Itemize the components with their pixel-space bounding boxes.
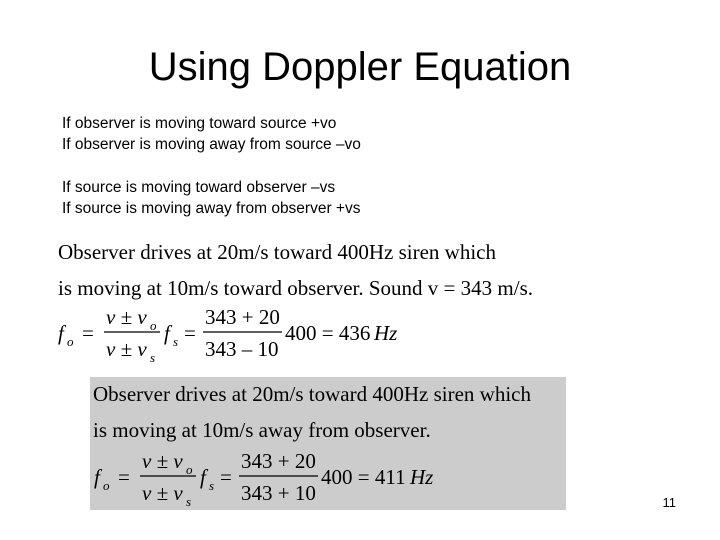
problem-2-equation [92, 446, 492, 514]
eq1-frac1-den-sub: s [150, 350, 156, 364]
problem-1-equation-svg [56, 302, 456, 364]
problem-2-text [93, 376, 531, 448]
problem-1-text [58, 234, 533, 306]
eq1-frac1-num-sub: o [150, 318, 157, 333]
eq2-equals-2: = [220, 465, 232, 489]
eq2-frac1-num: v ± v [142, 449, 183, 473]
problem-1-line-1: Observer drives at 20m/s toward 400Hz siren which [58, 240, 496, 264]
eq1-fs-sub: s [173, 334, 179, 349]
eq2-frac1-den: v ± v [142, 481, 183, 505]
eq2-lhs-sub: o [103, 478, 110, 493]
page-number: 11 [662, 495, 676, 510]
problem-1-line-2: is moving at 10m/s toward observer. Sound v = 343 m/s. [58, 276, 533, 300]
eq2-frac1-num-sub: o [186, 462, 193, 477]
problem-2-line-1: Observer drives at 20m/s toward 400Hz siren which [93, 382, 531, 406]
eq1-frac2-num: 343 + 20 [205, 305, 280, 329]
eq1-lhs-sub: o [67, 334, 74, 349]
rule-source-away: If source is moving away from observer +vs [62, 200, 361, 217]
sign-rules [62, 113, 361, 219]
eq2-unit: Hz [410, 465, 434, 489]
problem-1-equation [56, 302, 456, 370]
slide-title: Using Doppler Equation [148, 45, 572, 89]
eq1-frac1-den: v ± v [106, 337, 147, 361]
eq1-fs: f [164, 321, 170, 345]
eq2-frac1-den-sub: s [186, 494, 192, 508]
eq1-unit: Hz [374, 321, 398, 345]
eq1-tail: 400 = 436 [285, 321, 371, 345]
rules-gap [62, 155, 361, 177]
eq1-equals-2: = [184, 321, 196, 345]
eq2-fs: f [200, 465, 206, 489]
eq1-frac2-den: 343 – 10 [205, 337, 279, 361]
eq2-fs-sub: s [209, 478, 215, 493]
eq1-lhs: f [58, 321, 64, 345]
rule-source-toward: If source is moving toward observer –vs [62, 179, 336, 196]
rule-observer-toward: If observer is moving toward source +vo [62, 115, 337, 132]
eq2-frac2-den: 343 + 10 [241, 481, 316, 505]
rule-observer-away: If observer is moving away from source –vo [62, 136, 361, 153]
eq1-equals-1: = [82, 321, 94, 345]
eq2-tail: 400 = 411 [321, 465, 406, 489]
eq2-lhs: f [94, 465, 100, 489]
problem-2-line-2: is moving at 10m/s away from observer. [93, 418, 431, 442]
eq2-frac2-num: 343 + 20 [241, 449, 316, 473]
eq1-frac1-num: v ± v [106, 305, 147, 329]
problem-2-equation-svg [92, 446, 492, 508]
eq2-equals-1: = [118, 465, 130, 489]
